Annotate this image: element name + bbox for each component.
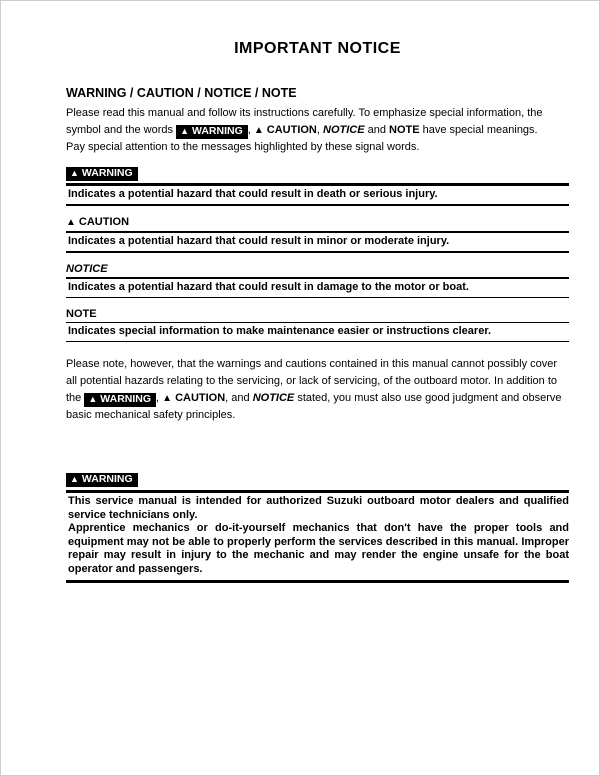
intro-line-3: Pay special attention to the messages highlighted by these signal words. — [66, 141, 420, 153]
warning-definition-text: Indicates a potential hazard that could result in death or serious injury. — [66, 183, 569, 206]
text-run: , and — [225, 392, 253, 404]
warning-triangle-icon: ▲ — [70, 474, 79, 484]
warning-label-row — [66, 166, 569, 181]
page-content — [1, 1, 599, 583]
warning-triangle-icon: ▲ — [162, 393, 173, 404]
notice-definition-text: Indicates a potential hazard that could result in damage to the motor or boat. — [66, 277, 569, 298]
caution-definition-block — [66, 216, 569, 253]
service-warning-box — [66, 490, 569, 583]
text-run: , — [156, 392, 163, 404]
text-run: NOTICE — [323, 124, 365, 136]
section-heading: WARNING / CAUTION / NOTICE / NOTE — [66, 86, 297, 100]
note-paragraph — [66, 356, 569, 424]
text-run: have special meanings. — [419, 124, 538, 136]
caution-definition-text: Indicates a potential hazard that could result in minor or moderate injury. — [66, 231, 569, 253]
warning-badge: ▲ WARNING — [84, 393, 156, 407]
service-warning-section — [66, 468, 569, 583]
caution-label-row — [66, 216, 569, 229]
notice-definition-block — [66, 263, 569, 298]
text-run: , — [247, 124, 254, 136]
caution-signal-word: ▲ CAUTION — [162, 392, 226, 404]
notice-label: NOTICE — [66, 263, 108, 275]
warning-triangle-icon: ▲ — [253, 125, 264, 136]
warning-badge — [66, 167, 138, 181]
service-warning-paragraph-2: Apprentice mechanics or do-it-yourself mechanics that don't have the proper tools and equipment may not be able to properly perform the services described in this manual. Improper repair may result in injury to the mechanic and may render the engine unsafe for the boat operator and passengers. — [68, 522, 569, 575]
caution-label: CAUTION — [78, 216, 130, 228]
text-run: and — [364, 124, 390, 136]
warning-triangle-icon: ▲ — [66, 217, 76, 228]
page-title: IMPORTANT NOTICE — [234, 40, 401, 57]
note-definition-block — [66, 308, 569, 342]
warning-definition-block — [66, 166, 569, 206]
text-run: NOTE — [389, 124, 420, 136]
warning-triangle-icon: ▲ — [180, 126, 189, 136]
note-label: NOTE — [66, 308, 97, 320]
service-warning-label-row — [66, 468, 569, 487]
warning-triangle-icon: ▲ — [70, 168, 79, 178]
warning-badge: ▲ WARNING — [176, 125, 248, 139]
text-run: Please note, however, that the warnings and cautions contained in this manual cannot possibly cover all potential hazards relating to the servicing, or lack of servicing, of the outboard motor. In addition to the — [66, 358, 558, 404]
intro-paragraph — [66, 105, 569, 139]
text-run: Please read this manual and follow its instructions carefully. To emphasize special information, the symbol and the words — [66, 107, 543, 136]
caution-signal-word: ▲ CAUTION — [253, 124, 317, 136]
text-run: , — [316, 124, 323, 136]
text-run: NOTICE — [252, 392, 295, 404]
service-warning-paragraph-1: This service manual is intended for authorized Suzuki outboard motor dealers and qualified service technicians only. — [68, 495, 569, 521]
note-definition-text: Indicates special information to make maintenance easier or instructions clearer. — [66, 322, 569, 342]
service-warning-badge-label: WARNING — [81, 473, 133, 485]
warning-triangle-icon: ▲ — [88, 394, 98, 404]
warning-badge — [66, 473, 138, 487]
warning-badge-label: WARNING — [81, 167, 133, 179]
text-run: stated, you must also use good judgment and observe basic mechanical safety principles. — [66, 392, 562, 421]
